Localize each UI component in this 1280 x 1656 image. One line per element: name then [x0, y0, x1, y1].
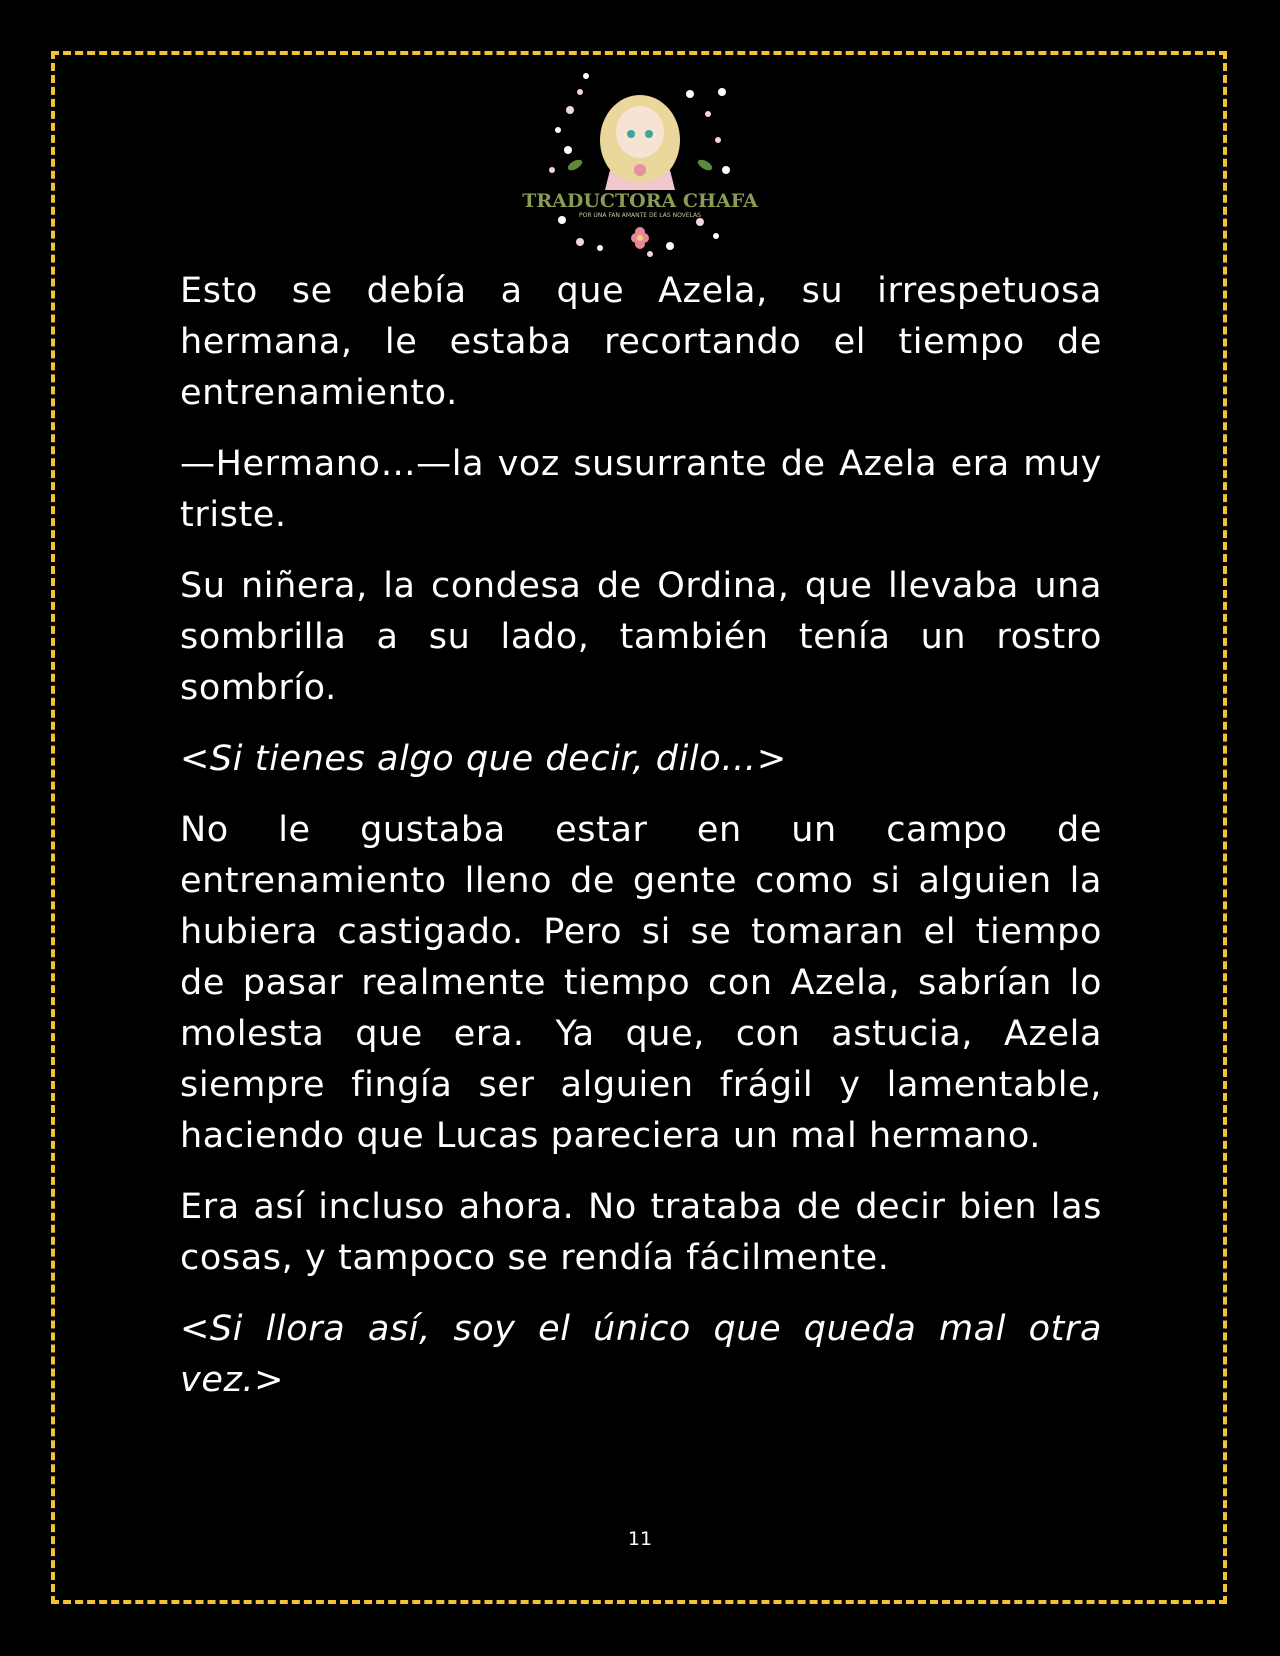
character-illustration — [600, 95, 680, 190]
chapter-text — [180, 266, 1102, 1426]
page-number: 11 — [627, 1528, 653, 1550]
pink-flower-icon — [631, 227, 649, 249]
paragraph: Esto se debía a que Azela, su irrespetuosa hermana, le estaba recortando el tiempo de entrenamiento. — [180, 271, 1102, 413]
dialogue-paragraph: —Hermano…—la voz susurrante de Azela era muy triste. — [180, 444, 1102, 535]
logo-title: TRADUCTORA CHAFA — [522, 190, 758, 212]
thought-paragraph: <Si tienes algo que decir, dilo…> — [180, 739, 787, 779]
translator-logo — [522, 70, 758, 262]
thought-paragraph: <Si llora así, soy el único que queda mal otra vez.> — [180, 1309, 1102, 1400]
paragraph: Era así incluso ahora. No trataba de decir bien las cosas, y tampoco se rendía fácilmente. — [180, 1187, 1102, 1278]
logo-subtitle: POR UNA FAN AMANTE DE LAS NOVELAS — [579, 212, 701, 219]
paragraph: No le gustaba estar en un campo de entrenamiento lleno de gente como si alguien la hubiera castigado. Pero si se tomaran el tiempo de pasar realmente tiempo con Azela, sabrían lo molesta que era. Ya que, con astucia, Azela siempre fingía ser alguien frágil y lamentable, haciendo que Lucas pareciera un mal hermano. — [180, 810, 1102, 1156]
paragraph: Su niñera, la condesa de Ordina, que llevaba una sombrilla a su lado, también tenía un rostro sombrío. — [180, 566, 1102, 708]
